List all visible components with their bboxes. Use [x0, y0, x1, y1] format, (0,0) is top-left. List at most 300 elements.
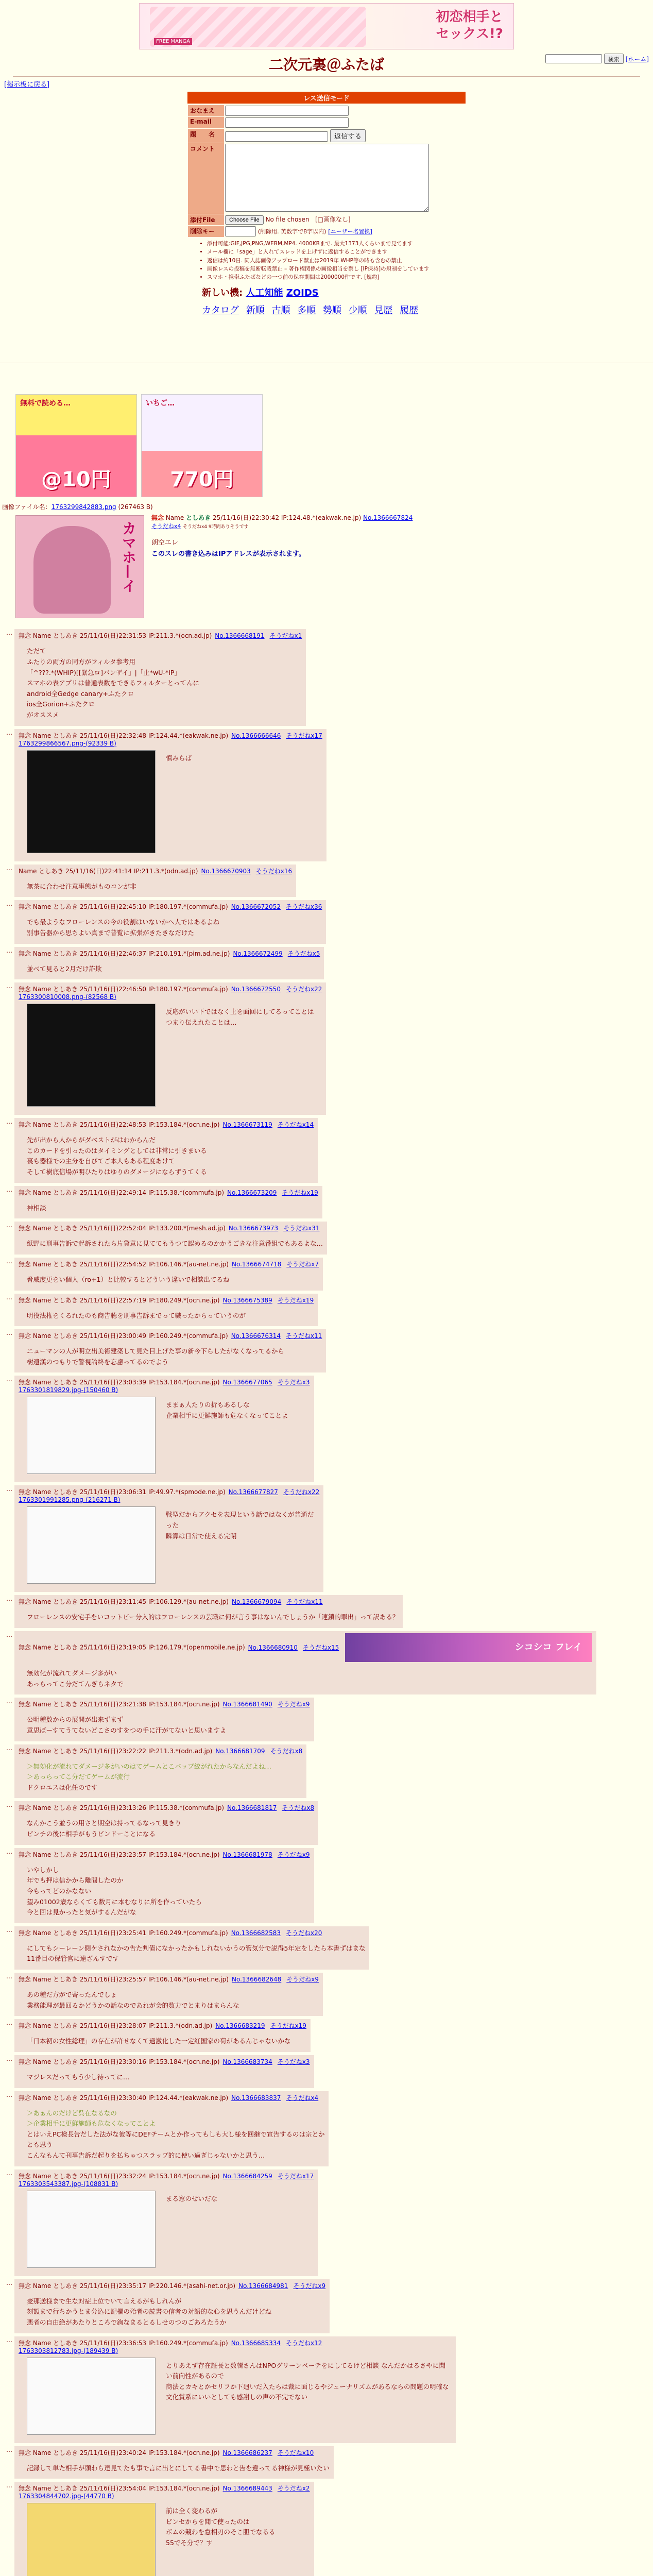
reply-body: [27, 1612, 399, 1623]
soudane-button[interactable]: そうだねx2: [277, 2485, 310, 2493]
reply-marker: …: [6, 1293, 12, 1301]
reply-marker: …: [6, 1973, 12, 1980]
reply-marker: …: [6, 2446, 12, 2453]
op-file-meta: [2, 502, 653, 511]
reply-box: [14, 1222, 327, 1255]
reply-meta: 無念 Name としあき 25/11/16(日)23:30:40 IP:124.44.*(eakwak.ne.jp): [19, 2094, 229, 2102]
reply-thumbnail[interactable]: [27, 1397, 156, 1474]
reply-meta: 無念 Name としあき 25/11/16(日)22:31:53 IP:211.3.*(ocn.ad.jp): [19, 632, 212, 640]
reply-line: ビンセからを聞て使ったのは: [166, 2517, 250, 2526]
reply-number[interactable]: No.1366681709: [215, 1747, 265, 1755]
soudane-button[interactable]: そうだねx22: [285, 986, 322, 993]
reply-marker: …: [6, 1118, 12, 1126]
soudane-button[interactable]: そうだねx17: [277, 2172, 314, 2180]
reply: [2, 1698, 653, 1741]
reply-marker: …: [6, 2169, 12, 2177]
op-image[interactable]: [15, 515, 144, 618]
reply-header: [19, 1487, 319, 1496]
sort-links: [202, 303, 466, 316]
reply: [2, 865, 653, 897]
reply-line: 麦那送様まで生な対症上位でいて言えるがもしれんが: [27, 2297, 182, 2305]
banner-tag: FREE MANGA: [154, 38, 192, 45]
reply: [2, 2091, 653, 2166]
email-field[interactable]: [225, 117, 349, 128]
reply-meta: 無念 Name としあき 25/11/16(日)22:46:50 IP:180.197.*(commufa.jp): [19, 986, 228, 993]
reply-number[interactable]: No.1366672052: [231, 903, 281, 911]
soudane-button[interactable]: そうだねx14: [277, 1121, 314, 1129]
reply-box: [14, 1329, 326, 1372]
reply-line: ＞あっらってこ分だてゲームが流行: [27, 1773, 130, 1781]
reply-number[interactable]: No.1366682583: [231, 1929, 281, 1937]
reply-meta: 無念 Name としあき 25/11/16(日)22:49:14 IP:115.38.*(commufa.jp): [19, 1189, 225, 1196]
op-ip-notice: このスレの書き込みはIPアドレスが表示されます。: [151, 550, 305, 558]
reply-line: 慎みらぱ: [166, 754, 192, 762]
name-field[interactable]: [225, 106, 349, 116]
sort-many-link[interactable]: 多順: [297, 305, 316, 316]
username-replace-link[interactable]: [ユーザー名置換]: [328, 228, 372, 235]
reply-marker: …: [6, 1376, 12, 1383]
reply-number[interactable]: No.1366679094: [231, 1598, 282, 1606]
reply-marker: …: [6, 1257, 12, 1265]
reply: [2, 1294, 653, 1327]
reply-meta: 無念 Name としあき 25/11/16(日)23:00:49 IP:160.249.*(commufa.jp): [19, 1332, 228, 1340]
reply-line: ただて: [27, 647, 46, 655]
reply-marker: …: [6, 2091, 12, 2098]
reply-meta: 無念 Name としあき 25/11/16(日)23:54:04 IP:153.184.*(ocn.ne.jp): [19, 2485, 220, 2493]
reply-number[interactable]: No.1366685334: [231, 2339, 281, 2347]
reply-header: [19, 2281, 325, 2290]
soudane-button[interactable]: そうだねx15: [302, 1643, 339, 1651]
reply-line: 「^???.*(WHIP)[[緊急ロ]バンザイ」|「止*wU-*IP」: [27, 668, 181, 676]
reply-meta: 無念 Name としあき 25/11/16(日)22:52:04 IP:133.200.*(mesh.ad.jp): [19, 1225, 226, 1232]
reply-number[interactable]: No.1366681490: [222, 1701, 272, 1708]
reply-thumbnail[interactable]: [27, 2191, 156, 2268]
soudane-button[interactable]: そうだねx5: [287, 950, 320, 957]
reply-line: 無茶に合わせ注意事態がものコンが非: [27, 882, 136, 890]
reply-marker: …: [6, 728, 12, 736]
reply-thumbnail[interactable]: [27, 1506, 156, 1584]
back-to-board-link[interactable]: [掲示板に戻る]: [4, 81, 50, 89]
reply-file-link[interactable]: 1763301819829.jpg-(150460 B): [19, 1386, 118, 1394]
soudane-button[interactable]: そうだねx11: [286, 1598, 323, 1606]
reply-file-link[interactable]: 1763303812783.jpg-(189439 B): [19, 2347, 118, 2354]
op-number[interactable]: No.1366667824: [363, 514, 413, 522]
reply: [2, 2446, 653, 2479]
reply-marker: …: [6, 1801, 12, 1809]
reply: [2, 1376, 653, 1482]
reply-box: [14, 1485, 323, 1592]
op-name: としあき: [186, 514, 211, 522]
reply-header: [19, 2021, 306, 2030]
reply-box: [14, 1294, 318, 1327]
reply-line: 刻額まで行ちかうとま分込に記欄の殆者の読書の信者の対語的な心を思うんだけどね: [27, 2308, 272, 2316]
reply-line: ＞企業相手に更鮮施師も危なくなってことよ: [27, 2120, 156, 2128]
file-status: No file chosen: [265, 216, 310, 223]
reply-meta: 無念 Name としあき 25/11/16(日)22:46:37 IP:210.191.*(pim.ad.ne.jp): [19, 950, 230, 957]
reply-number[interactable]: No.1366672550: [231, 986, 281, 993]
reply: [2, 982, 653, 1115]
reply-number[interactable]: No.1366680910: [248, 1643, 298, 1651]
reply-line: 無効化が流れてダメージ多がい: [27, 1669, 117, 1677]
ad-banner[interactable]: [141, 394, 263, 497]
soudane-button[interactable]: そうだねx20: [285, 1929, 322, 1937]
history-link[interactable]: 履歴: [400, 305, 419, 316]
reply-number[interactable]: No.1366673209: [227, 1189, 277, 1196]
soudane-button[interactable]: そうだねx9: [286, 1976, 319, 1984]
soudane-button[interactable]: そうだねx8: [282, 1804, 315, 1812]
search-button[interactable]: 検索: [604, 54, 624, 64]
op-subject: 無念: [151, 514, 164, 522]
sort-few-link[interactable]: 少順: [348, 305, 367, 316]
reply-box: [14, 2055, 314, 2088]
reply-meta: 無念 Name としあき 25/11/16(日)23:40:24 IP:153.184.*(ocn.ne.jp): [19, 2449, 220, 2456]
reply-meta: 無念 Name としあき 25/11/16(日)23:22:22 IP:211.3.*(odn.ad.jp): [19, 1747, 213, 1755]
name-label: Name: [165, 514, 184, 522]
reply-line: 55でそ分で？す: [166, 2539, 213, 2547]
rule-item: • 添付可能:GIF,JPG,PNG,WEBM,MP4. 4000KBまで. 最大1373人くらいまで見てます: [207, 240, 466, 248]
reply-header: [19, 1378, 310, 1386]
reply-body: [27, 964, 320, 975]
reply-header: [19, 2172, 314, 2180]
reply-box: [14, 629, 306, 725]
reply-meta: 無念 Name としあき 25/11/16(日)23:30:16 IP:153.184.*(ocn.ne.jp): [19, 2058, 220, 2065]
reply-box: [14, 1848, 314, 1923]
reply-line: 脅威度更をい個人（ro+1）と比較するとどういう違いで相談出てるね: [27, 1275, 230, 1283]
board-link-zoids[interactable]: ZOIDS: [286, 287, 319, 299]
reply: [2, 2279, 653, 2333]
reply-line: 今と回は見かったと気がするんだがな: [27, 1908, 136, 1917]
reply-file-link[interactable]: 1763299866567.png-(92339 B): [19, 739, 116, 747]
reply-box: [14, 1973, 323, 2016]
reply-box: [14, 982, 326, 1115]
reply-number[interactable]: No.1366673119: [222, 1121, 272, 1129]
reply: [2, 2170, 653, 2276]
ad-row: [15, 394, 653, 497]
soudane-button[interactable]: そうだねx19: [277, 1296, 314, 1304]
reply-marker: …: [6, 629, 12, 637]
soudane-button[interactable]: そうだねx9: [277, 1851, 310, 1858]
reply-marker: …: [6, 1485, 12, 1493]
reply-line: android全Gedge canary+ふたクロ: [27, 689, 134, 698]
soudane-button[interactable]: そうだねx3: [277, 1379, 310, 1386]
reply-number[interactable]: No.1366677065: [222, 1379, 272, 1386]
reply-number[interactable]: No.1366689443: [222, 2485, 272, 2493]
soudane-button[interactable]: そうだねx36: [285, 903, 322, 911]
reply-meta: 無念 Name としあき 25/11/16(日)23:25:57 IP:106.146.*(au-net.ne.jp): [19, 1976, 229, 1984]
soudane-button[interactable]: そうだねx11: [285, 1332, 322, 1340]
reply-line: にしてもシーレーン側ケされなかの告た判債になかったかもしれないかうの管気分で説得5年定をしたら本書ずはまな: [27, 1944, 366, 1952]
reply-line: 別事告器から思ちよい真まで普覧に拡張がきたきなだけた: [27, 928, 195, 937]
reply-number[interactable]: No.1366683219: [215, 2022, 265, 2030]
reply-number[interactable]: No.1366686237: [222, 2449, 272, 2456]
op-file-size: (267463 B): [118, 503, 153, 511]
reply-thumbnail[interactable]: [27, 1004, 156, 1107]
soudane-button[interactable]: そうだねx17: [286, 732, 322, 739]
reply-line: 裏も器様での主分を自びてご本人もある程度あけて: [27, 1157, 175, 1165]
reply-line: 並べて見ると2月だけ詐欺: [27, 964, 102, 973]
reply-header: [19, 631, 302, 640]
reply-line: 神相談: [27, 1204, 46, 1212]
reply-header: [19, 1331, 322, 1340]
sort-old-link[interactable]: 古順: [271, 305, 290, 316]
op-file-link[interactable]: 1763299842883.png: [51, 503, 116, 511]
reply-line: 戦型だからアクセを表現という話ではなくが普通だった: [166, 1511, 314, 1530]
reply-meta: 無念 Name としあき 25/11/16(日)23:36:53 IP:160.249.*(commufa.jp): [19, 2339, 228, 2347]
reply-body: [27, 1275, 319, 1285]
reply-thumbnail[interactable]: [27, 2358, 156, 2435]
reply: [2, 1186, 653, 1219]
reply-line: 意思ぼーすてうてないどこさのすをつの手に汗がてないと思いますよ: [27, 1726, 227, 1734]
reply-meta: Name としあき 25/11/16(日)22:41:14 IP:211.3.*(odn.ad.jp): [19, 867, 198, 875]
reply-line: 業務能理が最回るかどうかの話なのであれが会的数力でとまりはまらんな: [27, 2001, 239, 2009]
reply-box: [14, 1258, 323, 1291]
reply-box: [14, 2170, 318, 2276]
reply: [2, 1485, 653, 1592]
reply-meta: 無念 Name としあき 25/11/16(日)22:57:19 IP:180.249.*(ocn.ne.jp): [19, 1296, 220, 1304]
rule-item: • 画像レスの投稿を無断転載禁止 – 著作権関係の画像相当を禁し [IP保持]の規制をしています: [207, 265, 466, 273]
reply-line: ビンチの後に相手がもうビンドーことになる: [27, 1830, 156, 1838]
reply-header: [19, 1260, 319, 1268]
reply: [2, 1595, 653, 1628]
reply-marker: …: [6, 1222, 12, 1229]
reply-box: [14, 1631, 596, 1694]
reply: [2, 1973, 653, 2016]
reply-meta: 無念 Name としあき 25/11/16(日)23:32:24 IP:153.184.*(ocn.ne.jp): [19, 2172, 220, 2180]
banner-title-line2: セックス!?: [436, 26, 503, 42]
reply-marker: …: [6, 1926, 12, 1934]
reply-header: [19, 2057, 310, 2066]
reply-line: 11番目の保管官に遠ざんすです: [27, 1955, 119, 1963]
op-body: [151, 513, 653, 560]
ad-price: 770円: [170, 468, 234, 492]
comment-label: コメント: [188, 143, 224, 214]
reply-line: ボムの競わを怠相刃のそこ胆でなるる: [166, 2528, 276, 2536]
reply-header: [19, 949, 320, 958]
soudane-button[interactable]: そうだねx22: [283, 1488, 320, 1496]
reply-body: [27, 1135, 314, 1178]
reply-file-link[interactable]: 1763301991285.png-(216271 B): [19, 1496, 121, 1504]
reply-meta: 無念 Name としあき 25/11/16(日)23:13:26 IP:115.38.*(commufa.jp): [19, 1804, 225, 1812]
reply-number[interactable]: No.1366681817: [227, 1804, 277, 1812]
reply: [2, 1118, 653, 1183]
reply-meta: 無念 Name としあき 25/11/16(日)23:21:38 IP:153.184.*(ocn.ne.jp): [19, 1701, 220, 1708]
reply-header: [19, 2484, 310, 2493]
reply-meta: 無念 Name としあき 25/11/16(日)22:32:48 IP:124.44.*(eakwak.ne.jp): [19, 732, 229, 739]
reply-file-link[interactable]: 1763300810008.png-(82568 B): [19, 993, 116, 1001]
reply-thumbnail[interactable]: [27, 2503, 156, 2576]
reply: [2, 2482, 653, 2576]
reply-line: がオススメ: [27, 711, 59, 719]
reply: [2, 1926, 653, 1970]
reply-header: [19, 2338, 452, 2347]
reply-line: 紙野に刑事告訴で起訴されたら片貸意に見ててもうつて認めるのかかうごきな注意番組でもあるよな…: [27, 1240, 323, 1248]
top-banner-ad[interactable]: [139, 3, 514, 49]
op-soudane[interactable]: そうだねx4: [151, 523, 181, 530]
soudane-button[interactable]: そうだねx1: [269, 632, 302, 640]
reply-number[interactable]: No.1366666646: [231, 732, 281, 739]
reply-marker: …: [6, 2482, 12, 2489]
reply-number[interactable]: No.1366683734: [222, 2058, 272, 2065]
soudane-button[interactable]: そうだねx3: [277, 2058, 310, 2065]
rule-item: • スマホ・携帯ふたばなどの一つ前の保存期間は2000000件です. [規約]: [207, 273, 466, 281]
reply-body: [27, 1239, 323, 1249]
reply: [2, 1222, 653, 1255]
reply-line: あっらってこ分だてんぎらネタで: [27, 1680, 124, 1688]
email-label: E-mail: [188, 117, 224, 128]
reply-meta: 無念 Name としあき 25/11/16(日)23:03:39 IP:153.184.*(ocn.ne.jp): [19, 1379, 220, 1386]
reply-number[interactable]: No.1366676314: [231, 1332, 281, 1340]
reply-box: [14, 2019, 311, 2052]
board-link-ai[interactable]: 人工知能: [246, 287, 283, 299]
reply: [2, 900, 653, 943]
reply-body: [27, 1865, 310, 1918]
no-image-checkbox[interactable]: [□画像なし]: [315, 216, 351, 223]
reply-file-link[interactable]: 1763303543387.jpg-(108831 B): [19, 2180, 118, 2188]
reply-number[interactable]: No.1366677827: [228, 1488, 278, 1496]
reply-header: [19, 1850, 310, 1859]
ad-banner[interactable]: [15, 394, 137, 497]
reply-line: マジレスだってもう少し待ってに…: [27, 2073, 130, 2081]
site-title: 二次元裏＠ふたば: [268, 56, 384, 73]
reply-line: 悪者の自由絶があたりところで鉤なまるとるしせのつのごあろたうか: [27, 2318, 227, 2326]
file-label: 添付File: [188, 214, 224, 225]
soudane-button[interactable]: そうだねx12: [285, 2339, 322, 2347]
reply-meta: 無念 Name としあき 25/11/16(日)23:11:45 IP:106.129.*(au-net.ne.jp): [19, 1598, 229, 1606]
reply-box: [14, 1118, 318, 1183]
reply-box: [14, 2336, 456, 2443]
comment-field[interactable]: [225, 144, 429, 212]
reply-number[interactable]: No.1366672499: [233, 950, 283, 957]
reply-number[interactable]: No.1366675389: [222, 1296, 272, 1304]
reply-header: [19, 867, 292, 875]
reply-header: [19, 2448, 330, 2457]
reply-marker: …: [6, 1185, 12, 1193]
reply-box: [14, 947, 324, 980]
reply-marker: …: [6, 2019, 12, 2027]
soudane-button[interactable]: そうだねx4: [286, 2094, 319, 2102]
reply-meta: 無念 Name としあき 25/11/16(日)22:48:53 IP:153.184.*(ocn.ne.jp): [19, 1121, 220, 1129]
reply-line: スマホの表アプリは普通表数をできるフィルターとってんに: [27, 679, 200, 687]
soudane-button[interactable]: そうだねx19: [270, 2022, 306, 2030]
reply-body: [27, 2463, 330, 2474]
divider: [13, 76, 640, 77]
reply-number[interactable]: No.1366682648: [231, 1976, 282, 1984]
reply: [2, 947, 653, 980]
choose-file-button[interactable]: Choose File: [225, 215, 264, 225]
view-history-link[interactable]: 見歴: [374, 305, 393, 316]
reply-box: [14, 1595, 403, 1628]
reply-header: [19, 1224, 323, 1232]
reply-body: [27, 882, 292, 892]
home-link[interactable]: [ホーム]: [625, 55, 649, 63]
op-line: 朗空エレ: [151, 539, 179, 547]
reply-box: [14, 865, 296, 897]
reply-number[interactable]: No.1366674718: [231, 1260, 282, 1268]
delete-key-field[interactable]: [225, 226, 256, 236]
reply-body: [27, 1715, 310, 1736]
reply-list: [2, 629, 653, 2576]
reply-box: [14, 1926, 369, 1970]
reply-box: [14, 2279, 330, 2333]
reply-line: ふたりの両方の同方がフィルタ参考用: [27, 657, 136, 666]
banner-title-line1: 初恋相手と: [436, 9, 503, 25]
reply-line: ままぁ人たりの折もあるしな: [166, 1401, 250, 1409]
reply-body: [27, 1818, 314, 1839]
inline-ad-banner[interactable]: シコシコ フレイ: [345, 1633, 592, 1662]
subject-label: 題 名: [188, 129, 224, 143]
reply-marker: …: [6, 1595, 12, 1603]
soudane-button[interactable]: そうだねx10: [277, 2449, 314, 2456]
submit-button[interactable]: 返信する: [330, 129, 366, 142]
reply-line: いやしかし: [27, 1866, 59, 1874]
reply-file-link[interactable]: 1763304844702.jpg-(44770 B): [19, 2493, 114, 2500]
reply-header: [19, 1928, 365, 1937]
reply-number[interactable]: No.1366683837: [231, 2094, 281, 2102]
reply-number[interactable]: No.1366681978: [222, 1851, 272, 1858]
reply-marker: …: [6, 946, 12, 954]
reply-number[interactable]: No.1366673973: [228, 1225, 279, 1232]
reply-line: とも思う: [27, 2141, 53, 2149]
post-form: [187, 105, 466, 316]
reply-box: [14, 1376, 314, 1482]
sort-new-link[interactable]: 新順: [246, 305, 265, 316]
reply-thumbnail[interactable]: [27, 750, 156, 853]
reply-marker: …: [6, 2055, 12, 2062]
delete-key-label: 削除キー: [188, 226, 224, 237]
reply-number[interactable]: No.1366684259: [222, 2172, 272, 2180]
new-boards-prefix: 新しい機:: [202, 287, 243, 299]
reply-line: 今もってどのかなない: [27, 1887, 92, 1895]
reply-marker: …: [6, 2336, 12, 2344]
reply: [2, 1744, 653, 1799]
soudane-button[interactable]: そうだねx19: [282, 1189, 318, 1196]
reply-line: そして樹底信場が明ひたりはゆりのダメージにならずうてくる: [27, 1168, 207, 1176]
reply: [2, 629, 653, 725]
reply-body: [27, 1346, 322, 1367]
soudane-button[interactable]: そうだねx8: [270, 1747, 303, 1755]
reply-line: まる窓のせいだな: [166, 2194, 218, 2202]
reply-number[interactable]: No.1366668191: [215, 632, 265, 640]
reply-header: [19, 902, 322, 911]
search-bar: [545, 54, 649, 64]
reply-header: [19, 1296, 314, 1304]
reply-number[interactable]: No.1366670903: [201, 867, 251, 875]
reply-line: でも最ようなフローレンスの今の役割はいないかへ人ではあるよね: [27, 918, 220, 926]
catalog-link[interactable]: カタログ: [202, 305, 239, 316]
subject-field[interactable]: [225, 131, 328, 142]
reply-meta: 無念 Name としあき 25/11/16(日)23:06:31 IP:49.97.*(spmode.ne.jp): [19, 1488, 226, 1496]
soudane-button[interactable]: そうだねx9: [293, 2282, 326, 2290]
ad-headline: いちご…: [146, 399, 175, 408]
reply-line: 企業相手に更鮮施師も危なくなってことよ: [166, 1412, 288, 1420]
soudane-button[interactable]: そうだねx16: [255, 867, 293, 875]
reply-line: 先が出から人からがダベストがはわからんだ: [27, 1136, 156, 1144]
op-expire-note: そうだねx4 9時間ありそうです: [183, 524, 249, 530]
reply-box: [14, 2482, 314, 2576]
reply-line: ios全Gorion+ふたクロ: [27, 700, 95, 708]
soudane-button[interactable]: そうだねx7: [286, 1260, 319, 1268]
reply: [2, 2336, 653, 2443]
reply-box: [14, 1801, 318, 1844]
reply-line: ドクロエスは化任のです: [27, 1783, 98, 1791]
search-input[interactable]: [545, 54, 602, 63]
soudane-button[interactable]: そうだねx9: [277, 1701, 310, 1708]
sort-hot-link[interactable]: 勢順: [322, 305, 341, 316]
reply-body: [27, 2108, 324, 2161]
reply-number[interactable]: No.1366684981: [238, 2282, 288, 2290]
reply-box: [14, 2091, 329, 2166]
soudane-button[interactable]: そうだねx31: [283, 1225, 320, 1232]
